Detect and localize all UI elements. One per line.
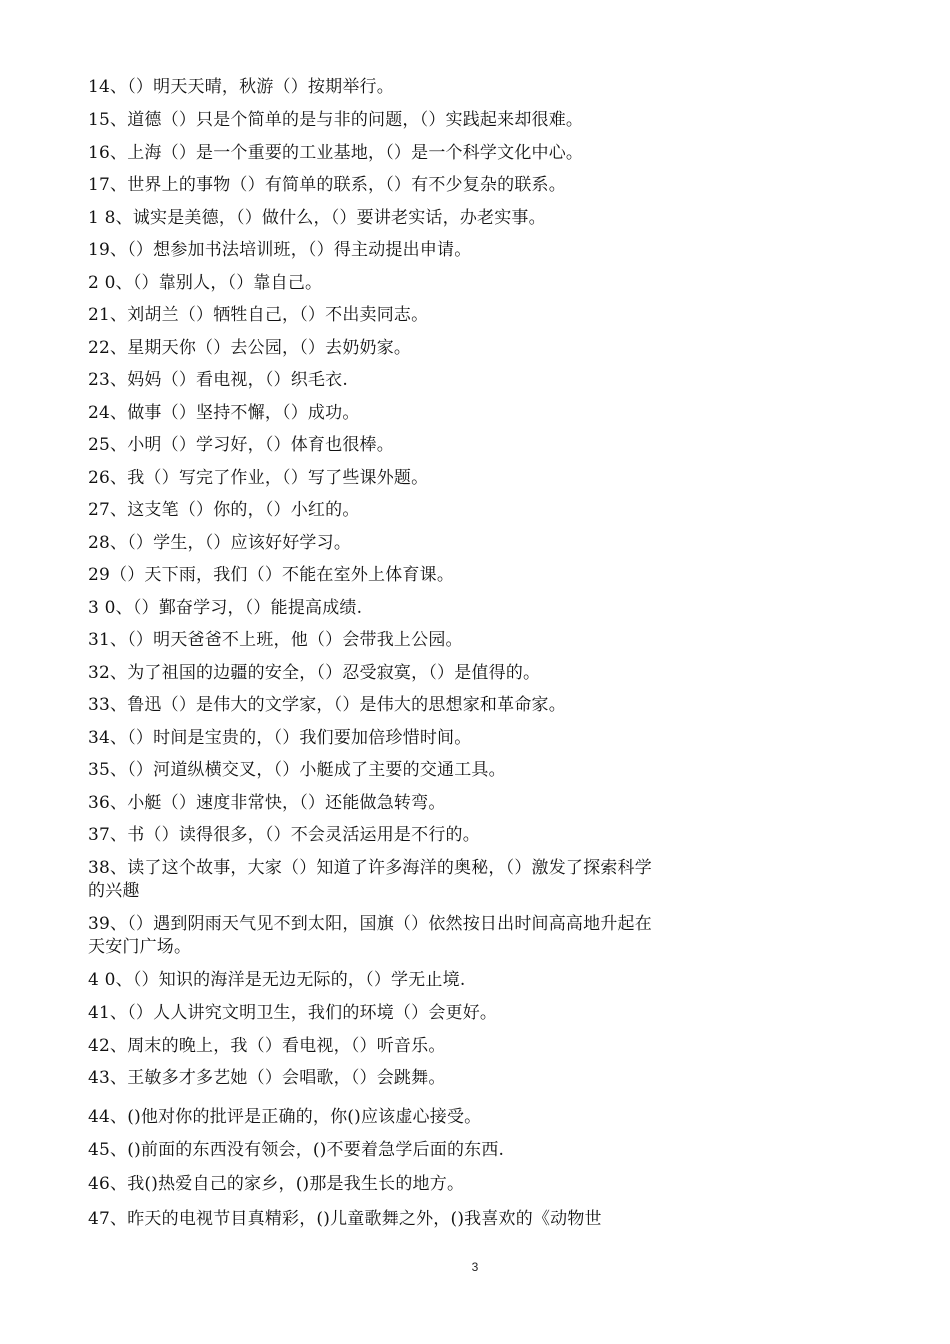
exercise-line-continuation: 的兴趣 <box>88 881 140 901</box>
exercise-line: 35、（）河道纵横交叉，（）小艇成了主要的交通工具。 <box>88 760 506 780</box>
exercise-line: 42、周末的晚上，我（）看电视，（）听音乐。 <box>88 1036 446 1056</box>
exercise-line: 38、读了这个故事，大家（）知道了许多海洋的奥秘，（）激发了探索科学 <box>88 858 652 878</box>
exercise-line: 46、我()热爱自己的家乡，()那是我生长的地方。 <box>88 1174 465 1194</box>
exercise-line: 41、（）人人讲究文明卫生，我们的环境（）会更好。 <box>88 1003 498 1023</box>
exercise-line: 29（）天下雨，我们（）不能在室外上体育课。 <box>88 565 455 585</box>
exercise-line: 14、（）明天天晴，秋游（）按期举行。 <box>88 77 394 97</box>
exercise-line: 45、()前面的东西没有领会，()不要着急学后面的东西. <box>88 1140 505 1160</box>
exercise-line: 15、道德（）只是个简单的是与非的问题，（）实践起来却很难。 <box>88 110 584 130</box>
exercise-line: 47、昨天的电视节目真精彩，()儿童歌舞之外，()我喜欢的《动物世 <box>88 1209 602 1229</box>
exercise-line: 25、小明（）学习好，（）体育也很棒。 <box>88 435 394 455</box>
exercise-line: 17、世界上的事物（）有简单的联系，（）有不少复杂的联系。 <box>88 175 566 195</box>
exercise-line: 23、妈妈（）看电视，（）织毛衣. <box>88 370 348 390</box>
exercise-line: 33、鲁迅（）是伟大的文学家，（）是伟大的思想家和革命家。 <box>88 695 566 715</box>
exercise-line: 19、（）想参加书法培训班，（）得主动提出申请。 <box>88 240 472 260</box>
exercise-line: 27、这支笔（）你的，（）小红的。 <box>88 500 360 520</box>
exercise-line: 43、王敏多才多艺她（）会唱歌，（）会跳舞。 <box>88 1068 446 1088</box>
exercise-line-continuation: 天安门广场。 <box>88 937 192 957</box>
exercise-line: 24、做事（）坚持不懈，（）成功。 <box>88 403 360 423</box>
exercise-line: 22、星期天你（）去公园，（）去奶奶家。 <box>88 338 412 358</box>
exercise-line: 26、我（）写完了作业，（）写了些课外题。 <box>88 468 429 488</box>
exercise-line: 28、（）学生，（）应该好好学习。 <box>88 533 352 553</box>
exercise-line: 39、（）遇到阴雨天气见不到太阳，国旗（）依然按日出时间高高地升起在 <box>88 914 652 934</box>
exercise-line: 44、()他对你的批评是正确的，你()应该虚心接受。 <box>88 1107 482 1127</box>
exercise-line: 4 0、（）知识的海洋是无边无际的，（）学无止境. <box>88 970 466 990</box>
exercise-line: 21、刘胡兰（）牺牲自己，（）不出卖同志。 <box>88 305 429 325</box>
exercise-line: 2 0、（）靠别人，（）靠自己。 <box>88 273 323 293</box>
exercise-line: 16、上海（）是一个重要的工业基地，（）是一个科学文化中心。 <box>88 143 584 163</box>
page-number: 3 <box>471 1260 479 1274</box>
exercise-line: 31、（）明天爸爸不上班，他（）会带我上公园。 <box>88 630 463 650</box>
exercise-line: 1 8、诚实是美德，（）做什么，（）要讲老实话，办老实事。 <box>88 208 546 228</box>
exercise-line: 34、（）时间是宝贵的，（）我们要加倍珍惜时间。 <box>88 728 472 748</box>
exercise-line: 32、为了祖国的边疆的安全，（）忍受寂寞，（）是值得的。 <box>88 663 541 683</box>
exercise-line: 37、书（）读得很多，（）不会灵活运用是不行的。 <box>88 825 480 845</box>
exercise-line: 3 0、（）鄞奋学习，（）能提高成绩. <box>88 598 363 618</box>
exercise-line: 36、小艇（）速度非常快，（）还能做急转弯。 <box>88 793 446 813</box>
